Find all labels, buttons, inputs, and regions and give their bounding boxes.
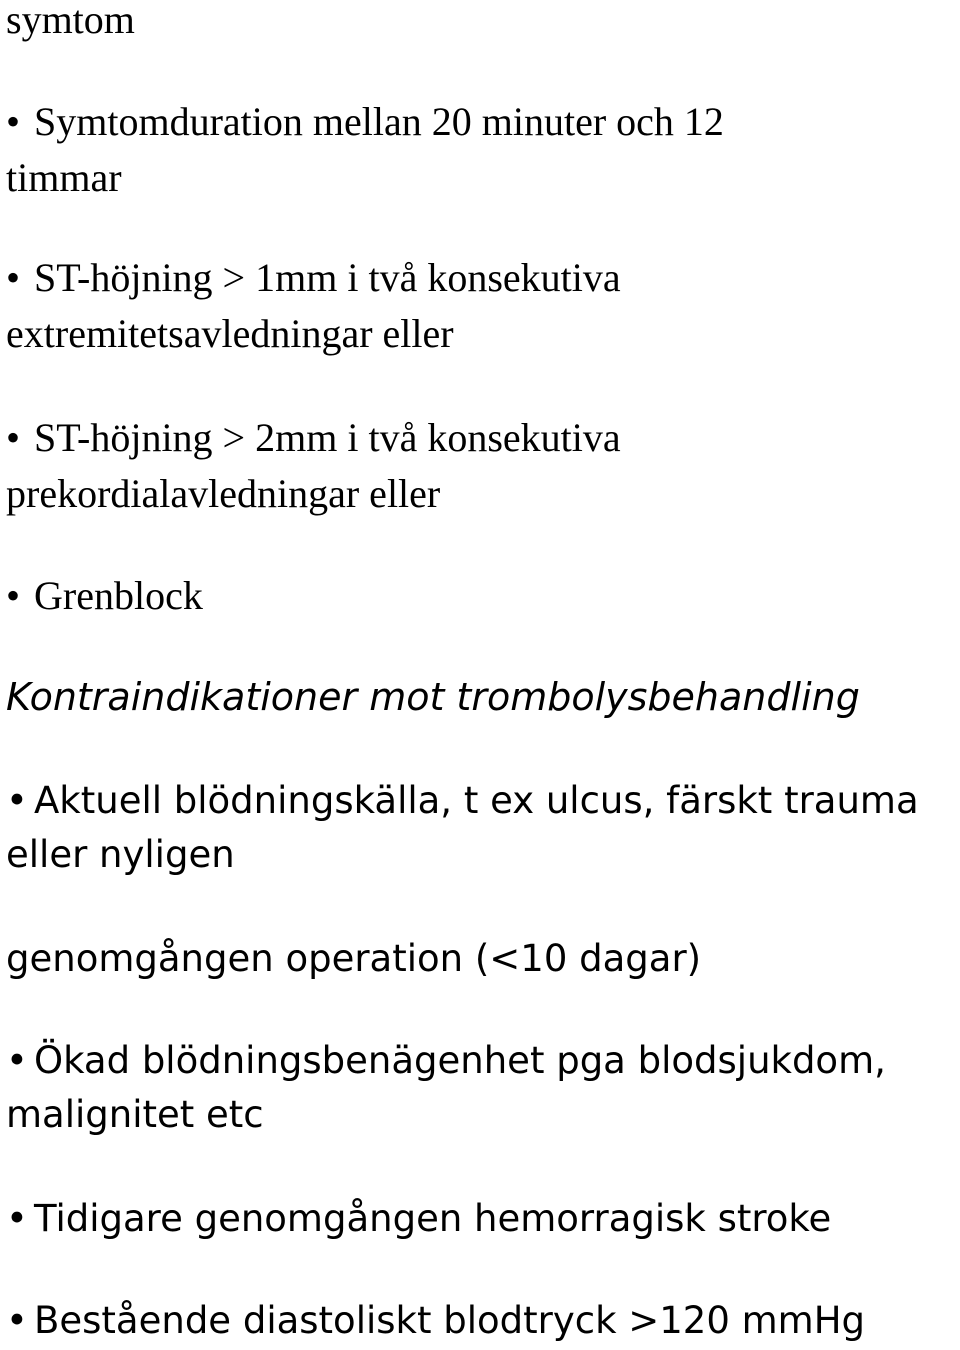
- bullet-icon: •: [6, 779, 28, 822]
- list-item-continuation: extremitetsavledningar eller: [6, 311, 454, 356]
- list-item: [6, 1299, 866, 1342]
- list-item: [6, 573, 203, 618]
- bullet-icon: •: [6, 1299, 28, 1342]
- list-item: [6, 255, 621, 300]
- list-item: [6, 779, 919, 822]
- list-item-continuation: genomgången operation (<10 dagar): [6, 937, 702, 980]
- bullet-icon: •: [6, 1039, 28, 1082]
- list-item: [6, 1197, 832, 1240]
- list-item: [6, 1039, 886, 1082]
- section-heading: Kontraindikationer mot trombolysbehandling: [6, 675, 860, 719]
- list-item-continuation: prekordialavledningar eller: [6, 471, 441, 516]
- list-item-text: Ökad blödningsbenägenhet pga blodsjukdom,: [34, 1039, 886, 1082]
- list-item-text: Symtomduration mellan 20 minuter och 12: [34, 99, 724, 144]
- list-item-continuation: malignitet etc: [6, 1093, 264, 1136]
- list-item-continuation: timmar: [6, 155, 122, 200]
- list-item-text: Tidigare genomgången hemorragisk stroke: [34, 1197, 832, 1240]
- list-item-text: Bestående diastoliskt blodtryck >120 mmHg: [34, 1299, 866, 1342]
- heading-fragment: symtom: [6, 0, 135, 42]
- bullet-icon: •: [6, 99, 21, 144]
- bullet-icon: •: [6, 573, 21, 618]
- list-item-text: Aktuell blödningskälla, t ex ulcus, färskt trauma: [34, 779, 919, 822]
- list-item-continuation: eller nyligen: [6, 833, 235, 876]
- bullet-icon: •: [6, 255, 21, 300]
- list-item: [6, 99, 724, 144]
- bullet-icon: •: [6, 1197, 28, 1240]
- list-item-text: Grenblock: [34, 573, 203, 618]
- list-item-text: ST-höjning > 2mm i två konsekutiva: [34, 415, 621, 460]
- bullet-icon: •: [6, 415, 21, 460]
- list-item-text: ST-höjning > 1mm i två konsekutiva: [34, 255, 621, 300]
- list-item: [6, 415, 621, 460]
